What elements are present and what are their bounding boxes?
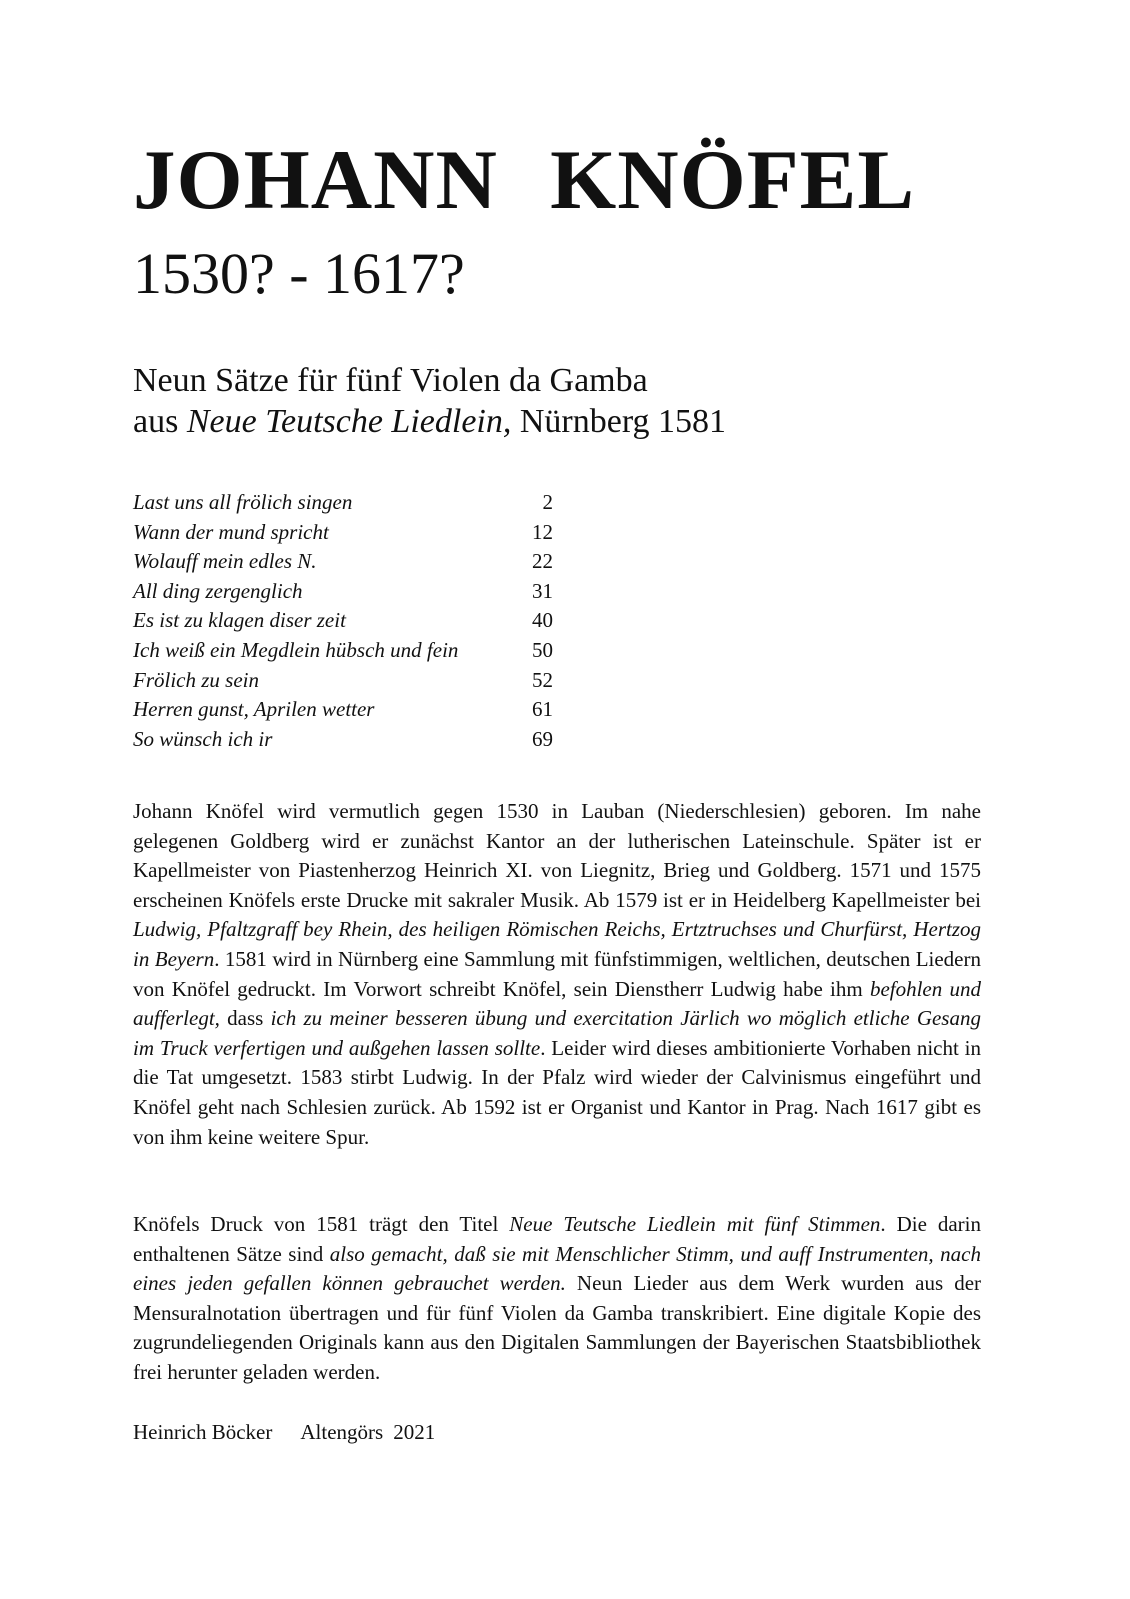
toc-entry-title: All ding zergenglich: [133, 578, 303, 603]
bio-quote: Ludwig, Pfaltzgraff bey Rhein, des heiligen Römischen Reichs, Ertztruchses und Churfürst, Hertzog in Beyern: [133, 917, 981, 971]
toc-entry-page: 31: [532, 578, 553, 603]
bio-text: . Leider wird dieses ambitionierte Vorhaben nicht in die Tat umgesetzt. 1583 stirbt Ludwig. In der Pfalz wird wieder der Calvinismus eingeführt und Knöfel geht nach Schlesien zurück. Ab 1592 ist er Organist und Kantor in Prag. Nach 1617 gibt es von ihm keine weitere Spur.: [133, 1035, 981, 1149]
subtitle-line-1: Neun Sätze für fünf Violen da Gamba: [133, 362, 648, 399]
toc-entry-page: 40: [532, 608, 553, 633]
toc-entry-page: 22: [532, 549, 553, 574]
bio-text: dass: [219, 1006, 271, 1031]
toc-entry-title: Herren gunst, Aprilen wetter: [133, 697, 375, 722]
toc-entry: [133, 488, 553, 518]
toc-entry-title: Es ist zu klagen diser zeit: [133, 608, 346, 633]
print-quote: Neue Teutsche Liedlein mit fünf Stimmen: [509, 1212, 881, 1236]
toc-entry: [133, 695, 553, 725]
collection-title: Neue Teutsche Liedlein,: [186, 403, 512, 440]
biography-paragraph: [133, 797, 981, 1152]
bio-text: . 1581 wird in Nürnberg eine Sammlung mit fünfstimmigen, weltlichen, deutschen Liedern von Knöfel gedruckt. Im Vorwort schreibt Knöfel, sein Dienstherr Ludwig habe ihm: [133, 946, 981, 1001]
toc-entry-title: Frölich zu sein: [133, 667, 259, 692]
subtitle: [133, 360, 726, 442]
toc-entry-page: 12: [532, 519, 553, 544]
toc-entry-page: 52: [532, 667, 553, 692]
table-of-contents: [133, 488, 553, 754]
toc-entry-page: 2: [542, 490, 553, 514]
toc-entry: [133, 518, 553, 548]
toc-entry-title: Ich weiß ein Megdlein hübsch und fein: [133, 637, 459, 662]
toc-entry-title: Wann der mund spricht: [133, 519, 329, 544]
toc-entry-page: 61: [532, 697, 553, 722]
toc-entry: [133, 606, 553, 636]
subtitle-prefix: aus: [133, 403, 187, 440]
signature-year: 2021: [393, 1420, 436, 1444]
print-text: . Die darin enthaltenen Sätze sind: [133, 1212, 981, 1266]
toc-entry-page: 50: [532, 637, 553, 662]
print-text: Knöfels Druck von 1581 trägt den Titel: [133, 1212, 510, 1236]
print-info-paragraph: [133, 1210, 981, 1388]
toc-entry-title: Last uns all frölich singen: [133, 490, 353, 514]
bio-quote: ich zu meiner besseren übung und exercitation Järlich wo möglich etliche Gesang im Truck verfertigen und außgehen lassen sollte: [133, 1006, 981, 1060]
toc-entry: [133, 547, 553, 577]
toc-entry: [133, 725, 553, 755]
toc-entry: [133, 666, 553, 696]
bio-text: Johann Knöfel wird vermutlich gegen 1530 in Lauban (Niederschlesien) geboren. Im nahe gelegenen Goldberg wird er zunächst Kantor an der lutherischen Lateinschule. Später ist er Kapellmeister von Piastenherzog Heinrich XI. von Liegnitz, Brieg und Goldberg. 1571 und 1575 erscheinen Knöfels erste Drucke mit sakraler Musik. Ab 1579 ist er in Heidelberg Kapellmeister bei: [133, 799, 981, 912]
print-text: Neun Lieder aus dem Werk wurden aus der Mensuralnotation übertragen und für fünf Violen da Gamba transkribiert. Eine digitale Kopie des zugrundeliegenden Originals kann aus den Digitalen Sammlungen der Bayerischen Staatsbibliothek frei herunter geladen werden.: [133, 1271, 982, 1384]
bio-quote: befohlen und aufferlegt,: [133, 976, 981, 1031]
print-quote: also gemacht, daß sie mit Menschlicher Stimm, und auff Instrumenten, nach eines jeden gefallen können gebrauchet werden.: [133, 1241, 981, 1296]
subtitle-suffix: Nürnberg 1581: [511, 403, 727, 440]
toc-entry-title: So wünsch ich ir: [133, 726, 273, 751]
composer-name: JOHANN KNÖFEL: [133, 133, 916, 227]
signature-author: Heinrich Böcker: [133, 1420, 273, 1444]
toc-entry-page: 69: [532, 726, 553, 751]
subtitle-line-2: [133, 401, 726, 442]
toc-entry-title: Wolauff mein edles N.: [133, 549, 317, 574]
signature: [133, 1418, 435, 1448]
signature-place: Altengörs: [300, 1420, 384, 1444]
toc-entry: [133, 636, 553, 666]
toc-entry: [133, 577, 553, 607]
composer-dates: 1530? - 1617?: [133, 241, 465, 306]
